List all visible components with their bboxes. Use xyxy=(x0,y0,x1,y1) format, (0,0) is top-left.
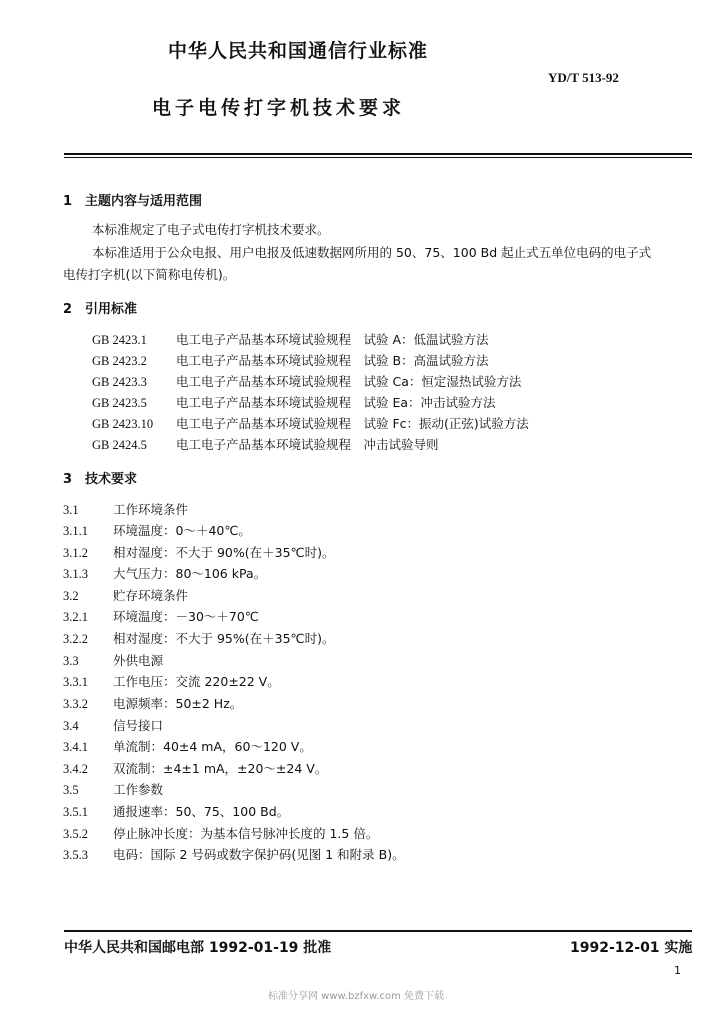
item-number: 3.2.2 xyxy=(63,632,88,646)
item-number: 3.5.2 xyxy=(63,827,88,841)
reference-item xyxy=(92,435,439,453)
item-number: 3.3.2 xyxy=(63,697,88,711)
item-text: 环境温度：0～＋40℃。 xyxy=(113,523,251,538)
reference-title: 电工电子产品基本环境试验规程 试验 Ca：恒定湿热试验方法 xyxy=(176,374,522,389)
page-number: 1 xyxy=(674,964,681,977)
requirement-item xyxy=(63,716,163,734)
requirement-item xyxy=(63,500,188,518)
section-title: 引用标准 xyxy=(85,302,138,317)
standard-number: YD/T 513-92 xyxy=(548,70,619,85)
reference-code: GB 2423.5 xyxy=(92,396,147,410)
item-number: 3.2 xyxy=(63,589,79,603)
section-3-heading xyxy=(63,468,137,487)
item-number: 3.1.2 xyxy=(63,546,88,560)
reference-title: 电工电子产品基本环境试验规程 试验 Fc：振动(正弦)试验方法 xyxy=(176,416,529,431)
item-number: 3.1.3 xyxy=(63,567,88,581)
item-text: 大气压力：80～106 kPa。 xyxy=(113,566,267,581)
item-text: 工作环境条件 xyxy=(113,502,189,517)
item-text: 贮存环境条件 xyxy=(113,588,189,603)
reference-title: 电工电子产品基本环境试验规程 试验 Ea：冲击试验方法 xyxy=(176,395,496,410)
item-text: 电码：国际 2 号码或数字保护码(见图 1 和附录 B)。 xyxy=(113,847,405,862)
item-text: 单流制：40±4 mA，60～120 V。 xyxy=(113,739,312,754)
section-1-paragraph-1: 本标准规定了电子式电传打字机技术要求。 xyxy=(92,222,330,237)
header-rule xyxy=(64,153,692,155)
item-text: 双流制：±4±1 mA，±20～±24 V。 xyxy=(113,761,328,776)
section-1-heading xyxy=(63,190,202,209)
item-text: 电源频率：50±2 Hz。 xyxy=(113,696,243,711)
reference-code: GB 2424.5 xyxy=(92,438,147,452)
requirement-item xyxy=(63,607,259,625)
item-text: 信号接口 xyxy=(113,718,164,733)
standard-type-header: 中华人民共和国通信行业标准 xyxy=(168,40,429,62)
reference-code: GB 2423.10 xyxy=(92,417,154,431)
reference-item xyxy=(92,372,521,390)
section-title: 技术要求 xyxy=(85,472,138,487)
requirement-item xyxy=(63,780,163,798)
requirement-item xyxy=(63,845,405,863)
requirement-item xyxy=(63,651,163,669)
item-text: 环境温度：－30～＋70℃ xyxy=(113,609,259,624)
reference-item xyxy=(92,414,529,432)
reference-title: 电工电子产品基本环境试验规程 试验 B：高温试验方法 xyxy=(176,353,489,368)
item-number: 3.4 xyxy=(63,719,79,733)
requirement-item xyxy=(63,737,312,755)
header-rule-thin xyxy=(64,157,692,158)
section-number: 3 xyxy=(63,472,73,487)
item-number: 3.5.3 xyxy=(63,848,88,862)
item-text: 相对湿度：不大于 95%(在＋35℃时)。 xyxy=(113,631,335,646)
requirement-item xyxy=(63,521,251,539)
item-number: 3.3 xyxy=(63,654,79,668)
item-number: 3.5 xyxy=(63,783,79,797)
item-text: 工作参数 xyxy=(113,782,164,797)
reference-item xyxy=(92,393,496,411)
document-title: 电子电传打字机技术要求 xyxy=(152,97,406,119)
reference-title: 电工电子产品基本环境试验规程 冲击试验导则 xyxy=(176,437,439,452)
item-number: 3.4.2 xyxy=(63,762,88,776)
implementation-date: 1992-12-01 实施 xyxy=(570,940,693,956)
section-title: 主题内容与适用范围 xyxy=(85,194,203,209)
item-number: 3.3.1 xyxy=(63,675,88,689)
requirement-item xyxy=(63,629,334,647)
item-number: 3.2.1 xyxy=(63,610,88,624)
approval-note: 中华人民共和国邮电部 1992-01-19 批准 xyxy=(64,940,332,956)
item-number: 3.1 xyxy=(63,503,79,517)
requirement-item xyxy=(63,694,242,712)
item-number: 3.4.1 xyxy=(63,740,88,754)
reference-code: GB 2423.2 xyxy=(92,354,147,368)
section-number: 1 xyxy=(63,194,73,209)
requirement-item xyxy=(63,759,327,777)
footer-rule xyxy=(64,930,692,932)
requirement-item xyxy=(63,543,334,561)
item-text: 工作电压：交流 220±22 V。 xyxy=(113,674,280,689)
item-text: 外供电源 xyxy=(113,653,164,668)
reference-title: 电工电子产品基本环境试验规程 试验 A：低温试验方法 xyxy=(176,332,489,347)
reference-item xyxy=(92,351,489,369)
item-text: 停止脉冲长度：为基本信号脉冲长度的 1.5 倍。 xyxy=(113,826,379,841)
requirement-item xyxy=(63,672,280,690)
item-number: 3.5.1 xyxy=(63,805,88,819)
watermark-text: 标准分享网 www.bzfxw.com 免费下载 xyxy=(268,991,444,1002)
requirement-item xyxy=(63,564,266,582)
reference-code: GB 2423.1 xyxy=(92,333,147,347)
reference-code: GB 2423.3 xyxy=(92,375,147,389)
requirement-item xyxy=(63,586,188,604)
section-1-paragraph-2-line-2: 电传打字机(以下简称电传机)。 xyxy=(63,267,236,282)
requirement-item xyxy=(63,802,289,820)
section-number: 2 xyxy=(63,302,73,317)
item-text: 通报速率：50、75、100 Bd。 xyxy=(113,804,290,819)
section-2-heading xyxy=(63,298,137,317)
item-number: 3.1.1 xyxy=(63,524,88,538)
section-1-paragraph-2-line-1: 本标准适用于公众电报、用户电报及低速数据网所用的 50、75、100 Bd 起止式五单位电码的电子式 xyxy=(92,245,652,260)
item-text: 相对湿度：不大于 90%(在＋35℃时)。 xyxy=(113,545,335,560)
requirement-item xyxy=(63,824,378,842)
reference-item xyxy=(92,330,489,348)
